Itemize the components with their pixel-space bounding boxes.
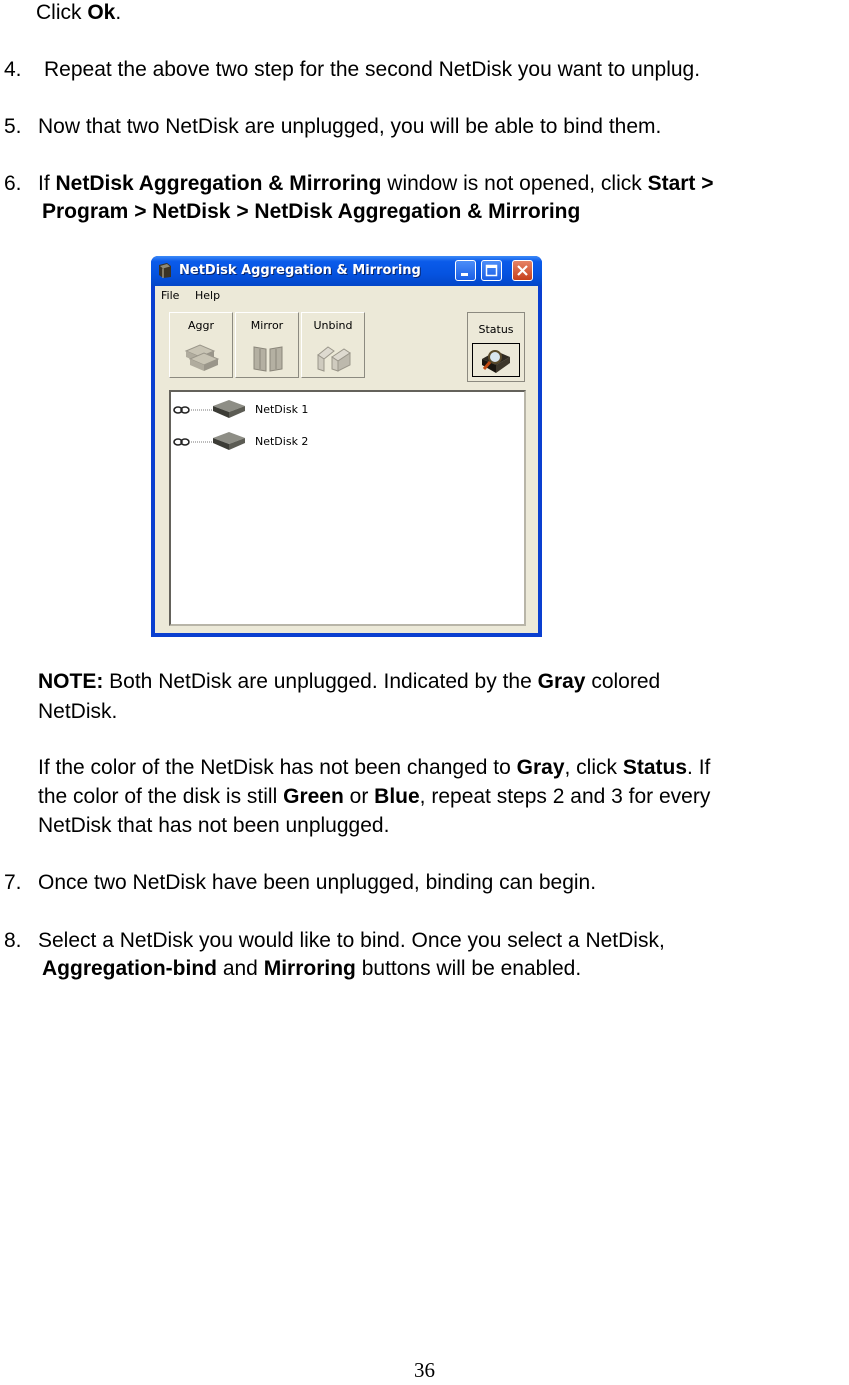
step-5-number: 5.: [4, 115, 22, 138]
netdisk-label: NetDisk 2: [255, 435, 309, 448]
step-6-number: 6.: [4, 172, 22, 195]
step-7-number: 7.: [4, 871, 22, 894]
minimize-icon: [456, 261, 475, 280]
aggregate-disks-icon: [184, 343, 220, 373]
status-magnifier-icon: [478, 345, 514, 375]
step-8-number: 8.: [4, 929, 22, 952]
unbind-label: Unbind: [313, 319, 353, 332]
aggr-button[interactable]: [169, 312, 233, 378]
list-item[interactable]: [173, 430, 373, 454]
maximize-button[interactable]: [481, 260, 502, 281]
step-4-text: Repeat the above two step for the second NetDisk you want to unplug.: [44, 58, 701, 81]
step-6-line-2: Program > NetDisk > NetDisk Aggregation & Mirroring: [42, 200, 581, 223]
menu-bar: [155, 286, 538, 304]
mirror-button[interactable]: [235, 312, 299, 378]
window-client: [155, 286, 538, 633]
note-line-1: NOTE: Both NetDisk are unplugged. Indicated by the Gray colored: [38, 670, 661, 693]
netdisk-list[interactable]: [169, 390, 526, 626]
close-button[interactable]: [512, 260, 533, 281]
menu-file[interactable]: File: [161, 289, 180, 302]
step-6-line-1: If NetDisk Aggregation & Mirroring window is not opened, click Start >: [38, 172, 714, 195]
window-title: NetDisk Aggregation & Mirroring: [179, 263, 421, 278]
step-8-line-2: Aggregation-bind and Mirroring buttons will be enabled.: [42, 957, 582, 980]
app-book-icon: [157, 262, 173, 279]
intro-line: Click Ok.: [36, 1, 122, 24]
maximize-icon: [482, 261, 501, 280]
title-bar: [151, 256, 542, 286]
note-line-2: NetDisk.: [38, 700, 118, 723]
unbind-button[interactable]: [301, 312, 365, 378]
step-7-text: Once two NetDisk have been unplugged, binding can begin.: [38, 871, 597, 894]
step-5-text: Now that two NetDisk are unplugged, you will be able to bind them.: [38, 115, 662, 138]
para-line-2: the color of the disk is still Green or Blue, repeat steps 2 and 3 for every: [38, 785, 711, 808]
page-number: 36: [414, 1358, 435, 1382]
para-line-3: NetDisk that has not been unplugged.: [38, 814, 390, 837]
aggregation-window: [151, 256, 542, 637]
menu-help[interactable]: Help: [195, 289, 221, 302]
mirror-label: Mirror: [250, 319, 284, 332]
unbound-netdisk-gray-icon: [173, 398, 253, 422]
netdisk-label: NetDisk 1: [255, 403, 309, 416]
aggr-label: Aggr: [187, 319, 214, 332]
list-item[interactable]: [173, 398, 373, 422]
step-8-line-1: Select a NetDisk you would like to bind. Once you select a NetDisk,: [38, 929, 665, 952]
unbound-netdisk-gray-icon: [173, 430, 253, 454]
mirror-book-icon: [250, 343, 286, 373]
para-line-1: If the color of the NetDisk has not been changed to Gray, click Status. If: [38, 756, 711, 779]
unbind-disks-icon: [316, 343, 352, 373]
close-icon: [513, 261, 532, 280]
status-button[interactable]: [467, 312, 525, 382]
status-label: Status: [478, 323, 514, 336]
minimize-button[interactable]: [455, 260, 476, 281]
step-4-number: 4.: [4, 58, 22, 81]
